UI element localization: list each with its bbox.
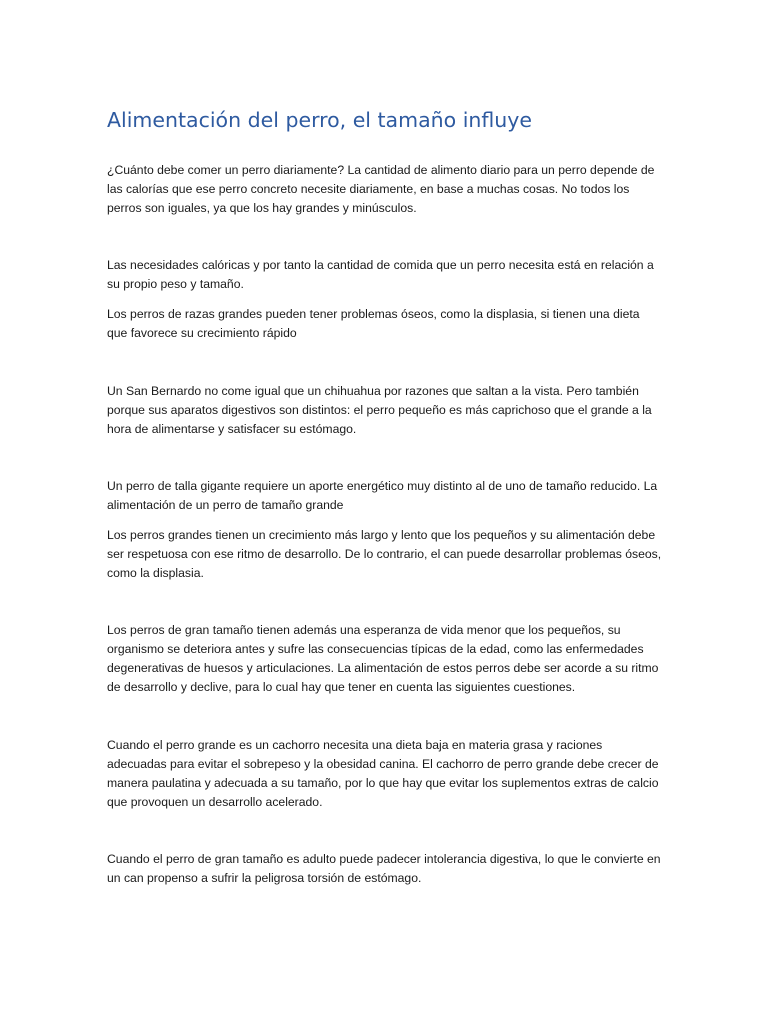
paragraph-bone-problems: Los perros de razas grandes pueden tener problemas óseos, como la displasia, si tienen una dieta que favorece su crecimiento rápido [107, 307, 640, 340]
paragraph-life-expectancy: Los perros de gran tamaño tienen además una esperanza de vida menor que los pequeños, su organismo se deteriora antes y sufre las consecuencias típicas de la edad, como las enfermedades degenerativas de huesos y articulaciones. La alimentación de estos perros debe ser acorde a su ritmo de desarrollo y declive, para lo cual hay que tener en cuenta las siguientes cuestiones. [107, 623, 659, 694]
document-title: Alimentación del perro, el tamaño influye [107, 108, 533, 132]
paragraph-daily-amount: ¿Cuánto debe comer un perro diariamente? La cantidad de alimento diario para un perro depende de las calorías que ese perro concreto necesite diariamente, en base a muchas cosas. No todos los perros son iguales, ya que los hay grandes y minúsculos. [107, 163, 655, 215]
paragraph-growth: Los perros grandes tienen un crecimiento más largo y lento que los pequeños y su alimentación debe ser respetuosa con ese ritmo de desarrollo. De lo contrario, el can puede desarrollar problemas óseos, como la displasia. [107, 528, 662, 580]
paragraph-adult-digestion: Cuando el perro de gran tamaño es adulto puede padecer intolerancia digestiva, lo que le convierte en un can propenso a sufrir la peligrosa torsión de estómago. [107, 852, 661, 885]
paragraph-san-bernardo: Un San Bernardo no come igual que un chihuahua por razones que saltan a la vista. Pero también porque sus aparatos digestivos son distintos: el perro pequeño es más caprichoso que el grande a la hora de alimentarse y satisfacer su estómago. [107, 384, 652, 436]
paragraph-giant-dog: Un perro de talla gigante requiere un aporte energético muy distinto al de uno de tamaño reducido. La alimentación de un perro de tamaño grande [107, 479, 658, 512]
paragraph-puppy-diet: Cuando el perro grande es un cachorro necesita una dieta baja en materia grasa y raciones adecuadas para evitar el sobrepeso y la obesidad canina. El cachorro de perro grande debe crecer de manera paulatina y adecuada a su tamaño, por lo que hay que evitar los suplementos extras de calcio que provoquen un desarrollo acelerado. [107, 738, 659, 809]
paragraph-caloric-needs: Las necesidades calóricas y por tanto la cantidad de comida que un perro necesita está en relación a su propio peso y tamaño. [107, 258, 654, 291]
